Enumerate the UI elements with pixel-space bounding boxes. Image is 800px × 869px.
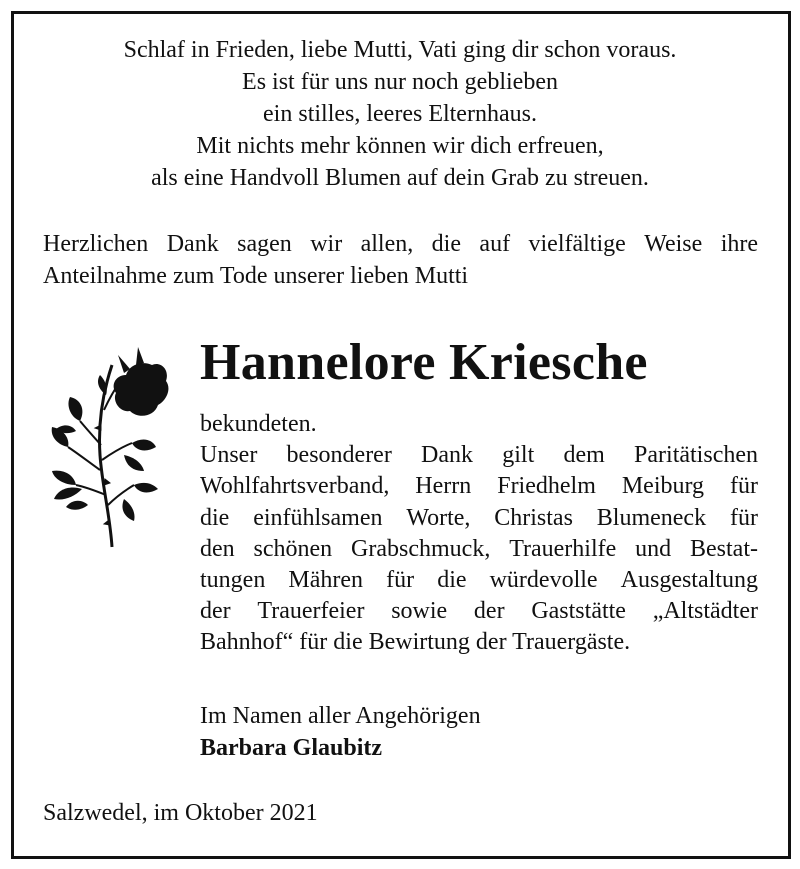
poem-line: Es ist für uns nur noch geblieben bbox=[242, 69, 558, 95]
word: die bbox=[200, 504, 230, 531]
place-date: Salzwedel, im Oktober 2021 bbox=[43, 800, 318, 826]
word: Mähren bbox=[288, 567, 364, 594]
word: besonderer bbox=[286, 442, 392, 469]
word: der bbox=[473, 598, 505, 625]
word: „Altstädter bbox=[652, 598, 758, 625]
word: sowie bbox=[391, 598, 448, 625]
word: für bbox=[730, 473, 758, 500]
word: Herrn bbox=[415, 473, 472, 500]
word: Christas bbox=[494, 504, 573, 531]
poem-line: Schlaf in Frieden, liebe Mutti, Vati ging dir schon voraus. bbox=[123, 37, 677, 63]
poem-block bbox=[0, 34, 800, 194]
word: Wohlfahrtsverband, bbox=[200, 473, 390, 500]
word: Friedhelm bbox=[497, 473, 596, 500]
body-text bbox=[200, 409, 758, 659]
word: Paritätischen bbox=[634, 442, 758, 469]
body-line bbox=[200, 503, 758, 534]
thanks-line-2: Anteilnahme zum Tode unserer lieben Mutti bbox=[43, 263, 469, 289]
deceased-name: Hannelore Kriesche bbox=[200, 334, 648, 391]
word: gilt bbox=[502, 442, 535, 469]
word: Ausgestaltung bbox=[620, 567, 758, 594]
word: und bbox=[635, 535, 672, 562]
poem-line: als eine Handvoll Blumen auf dein Grab zu streuen. bbox=[151, 165, 649, 191]
word: vielfältige bbox=[528, 231, 626, 257]
word: tungen bbox=[200, 567, 266, 594]
word: ihre bbox=[720, 231, 758, 257]
signature-intro: Im Namen aller Angehörigen bbox=[200, 703, 481, 729]
word: Weise bbox=[644, 231, 703, 257]
body-line bbox=[200, 565, 758, 596]
word: Worte, bbox=[406, 504, 471, 531]
body-line bbox=[200, 440, 758, 471]
word: wir bbox=[310, 231, 343, 257]
word: Grabschmuck, bbox=[351, 535, 491, 562]
body-line bbox=[200, 471, 758, 502]
word: Unser bbox=[200, 442, 258, 469]
word: Gaststätte bbox=[531, 598, 626, 625]
body-line: Bahnhof“ für die Bewirtung der Trauergäste. bbox=[200, 629, 631, 656]
body-line: bekundeten. bbox=[200, 411, 317, 437]
word: Blumeneck bbox=[596, 504, 707, 531]
thanks-paragraph bbox=[43, 228, 758, 292]
body-line bbox=[200, 534, 758, 565]
word: für bbox=[386, 567, 415, 594]
word: Dank bbox=[166, 231, 219, 257]
word: die bbox=[431, 231, 461, 257]
rose-icon bbox=[40, 335, 170, 550]
signature-name: Barbara Glaubitz bbox=[200, 735, 383, 761]
word: Trauerhilfe bbox=[509, 535, 617, 562]
word: Trauerfeier bbox=[257, 598, 365, 625]
word: Bestat- bbox=[690, 535, 758, 562]
word: dem bbox=[563, 442, 605, 469]
body-line bbox=[200, 596, 758, 627]
word: den bbox=[200, 535, 235, 562]
word: die bbox=[437, 567, 467, 594]
word: Dank bbox=[421, 442, 474, 469]
word: auf bbox=[479, 231, 511, 257]
word: Meiburg bbox=[621, 473, 705, 500]
word: Herzlichen bbox=[43, 231, 149, 257]
word: würdevolle bbox=[489, 567, 598, 594]
poem-line: Mit nichts mehr können wir dich erfreuen, bbox=[196, 133, 604, 159]
word: einfühlsamen bbox=[253, 504, 383, 531]
thanks-line-1 bbox=[43, 228, 758, 260]
word: schönen bbox=[253, 535, 333, 562]
poem-line: ein stilles, leeres Elternhaus. bbox=[263, 101, 537, 127]
word: für bbox=[729, 504, 758, 531]
word: allen, bbox=[360, 231, 414, 257]
word: sagen bbox=[237, 231, 292, 257]
word: der bbox=[200, 598, 231, 625]
